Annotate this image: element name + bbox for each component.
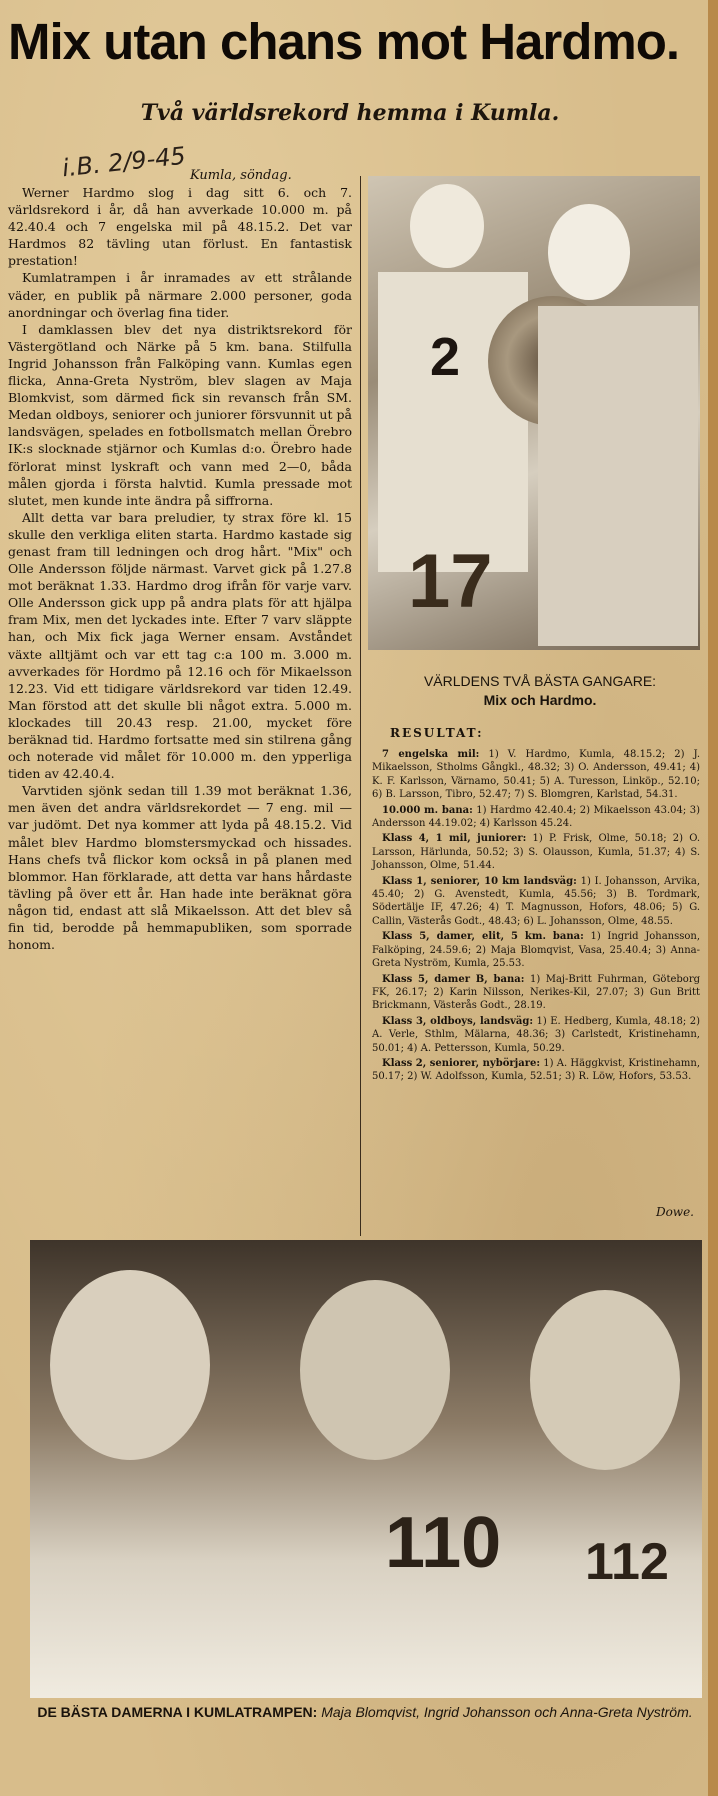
result-entry (372, 930, 700, 970)
signature: Dowe. (655, 1205, 694, 1219)
handwritten-note: i.B. 2/9-45 (60, 141, 187, 183)
headline: Mix utan chans mot Hardmo. (8, 13, 680, 70)
result-label: Klass 3, oldboys, landsväg: (382, 1015, 534, 1027)
result-label: Klass 5, damer B, bana: (382, 973, 525, 985)
result-text: 1) Maj-Britt Fuhrman, Göteborg FK, 26.17; 2) Karin Nilsson, Nerikes-Kil, 27.07; 3) Gun Britt Brickmann, Västerås Godt., 28.19. (372, 973, 700, 1012)
result-entry (372, 875, 700, 929)
caption-lead: DE BÄSTA DAMERNA I KUMLATRAMPEN: (37, 1704, 318, 1720)
result-entry (372, 804, 700, 831)
dateline: Kumla, söndag. (190, 168, 292, 183)
result-label: Klass 4, 1 mil, juniorer: (382, 833, 527, 845)
result-label: 7 engelska mil: (382, 749, 480, 760)
woman-head-left (50, 1270, 210, 1460)
results-list (372, 748, 700, 1086)
result-entry (372, 1057, 700, 1084)
article-paragraph: Kumlatrampen i år inramades av ett strålande väder, en publik på närmare 2.000 personer, goda anordningar och överlag fina tider. (8, 270, 352, 320)
result-text: 1) I. Johansson, Arvika, 45.40; 2) G. Avenstedt, Kumla, 45.56; 3) B. Tordmark, Södertälje IF, 47.26; 4) T. Magnusson, Hofors, 48.06; 5) G. Callin, Västerås Godt., 48.43; 6) L. Johansson, Olme, 48.55. (372, 875, 701, 927)
walker-body-right (538, 306, 698, 646)
results-heading: RESULTAT: (390, 726, 484, 740)
bib-number: 2 (430, 327, 461, 387)
photo-caption (20, 1702, 710, 1722)
walker-head-left (410, 184, 484, 268)
result-entry (372, 1015, 700, 1055)
article-paragraph: Werner Hardmo slog i dag sitt 6. och 7. världsrekord i år, då han avverkade 10.000 m. på 42.40.4 och 7 engelska mil på 48.15.2. Det var Hardmos 82 tävling utan förlust. En fantastisk prestation! (8, 185, 352, 269)
article-body (8, 184, 352, 953)
result-text: 1) E. Hedberg, Kumla, 48.18; 2) A. Verle, Sthlm, Mälarna, 48.36; 3) Carlstedt, Kristinehamn, 50.01; 4) A. Pettersson, Kumla, 50.29. (372, 1015, 700, 1054)
caption-subtitle: Mix och Hardmo. (483, 692, 597, 708)
bib-number: 112 (585, 1533, 669, 1591)
result-label: Klass 1, seniorer, 10 km landsväg: (382, 875, 577, 887)
result-entry (372, 832, 700, 872)
result-text: 1) V. Hardmo, Kumla, 48.15.2; 2) J. Mikaelsson, Stholms Gångkl., 48.32; 3) O. Andersson, 49.41; 4) K. F. Karlsson, Värnamo, 50.41; 5) A. Turesson, Linköp., 52.10; 6) B. Larsson, Tibro, 52.47; 7) S. Blomgren, Karlstad, 54.31. (372, 749, 700, 801)
photo-caption (380, 672, 700, 710)
page-edge (708, 0, 718, 1796)
caption-title: VÄRLDENS TVÅ BÄSTA GANGARE: (423, 673, 657, 689)
bib-number: 110 (385, 1503, 502, 1583)
bib-number: 17 (408, 539, 493, 624)
article-paragraph: Varvtiden sjönk sedan till 1.39 mot beräknat 1.36, men även det andra världsrekordet — 7 eng. mil — var judömt. Det nya kommer att lyda på 48.15.2. Vid målet blev Hardmo blomstersmyckad och hissades. Hans chefs två flickor kom också in på planen med blommor. Han förklarade, att detta var hans hårdaste tävling på över ett år. Han hade inte beräknat göra någon tid, endast att slå Mikaelsson. Att det blev så fin tid, berodde på hemmapubliken, som sporrade honom. (8, 783, 352, 953)
result-label: Klass 5, damer, elit, 5 km. bana: (382, 931, 584, 943)
result-text: 1) Ingrid Johansson, Falköping, 24.59.6; 2) Maja Blomqvist, Vasa, 25.40.4; 3) Anna-Greta Nyström, Kumla, 25.53. (372, 931, 700, 970)
woman-head-middle (300, 1280, 450, 1460)
walker-head-right (548, 204, 630, 300)
subhead: Två världsrekord hemma i Kumla. (140, 100, 560, 126)
result-text: 1) P. Frisk, Olme, 50.18; 2) O. Larsson, Härlunda, 50.52; 3) S. Olausson, Kumla, 51.37; 4) S. Johansson, Olme, 51.44. (372, 833, 700, 872)
photo-women-walkers (30, 1240, 702, 1698)
result-label: Klass 2, seniorer, nybörjare: (382, 1057, 541, 1069)
woman-head-right (530, 1290, 680, 1470)
result-entry (372, 748, 700, 802)
article-paragraph: I damklassen blev det nya distriktsrekord för Västergötland och Närke på 5 km. bana. Stilfulla Ingrid Johansson från Falköping vann. Kumlas egen flicka, Anna-Greta Nyström, blev slagen av Maja Blomkvist, som därmed fick sin revansch från SM. Medan oldboys, seniorer och juniorer försvunnit ut på landsvägen, spelades en fotbollsmatch mellan Örebro IK:s slocknade stjärnor och Kumlas d:o. Örebro hade förlorat minst lyskraft och vann med 2—0, båda målen gjorda i första halvtid. Kumla pressade mot slutet, men kunde inte ändra på siffrorna. (8, 321, 352, 508)
article-paragraph: Allt detta var bara preludier, ty strax före kl. 15 skulle den verkliga eliten starta. Hardmo kastade sig genast fram till ledningen och drog hårt. "Mix" och Olle Andersson följde närmast. Varvet gick på 1.27.8 mot beräknat 1.33. Hardmo drog ifrån för varje varv. Olle Andersson gick upp på andra plats för att hjälpa fram Mix, men det lyckades inte. Efter 7 varv släppte han, och Mix fick jaga Werner ensam. Avståndet växte alltjämt och var ett tag c:a 100 m. 3.000 m. avverkades för Hordmo på 12.16 och för Mikaelsson 12.23. Vid ett tidigare världsrekord var tiden 12.49. Man förstod att det skulle bli något extra. 5.000 m. klockades till 20.43 resp. 21.00, mycket före beräknad tid. Hardmo fortsatte med sin stilrena gång och noterade vid målet för 10.000 m. den ypperliga tiden av 42.40.4. (8, 509, 352, 782)
result-entry (372, 973, 700, 1013)
caption-names: Maja Blomqvist, Ingrid Johansson och Anna-Greta Nyström. (321, 1704, 693, 1720)
result-label: 10.000 m. bana: (382, 804, 473, 816)
photo-walkers (368, 176, 700, 650)
result-text: 1) A. Häggkvist, Kristinehamn, 50.17; 2) W. Adolfsson, Kumla, 52.51; 3) R. Löw, Hofors, 53.53. (372, 1057, 700, 1083)
result-text: 1) Hardmo 42.40.4; 2) Mikaelsson 43.04; 3) Andersson 44.19.02; 4) Karlsson 45.24. (372, 804, 700, 830)
column-divider (360, 176, 361, 1236)
